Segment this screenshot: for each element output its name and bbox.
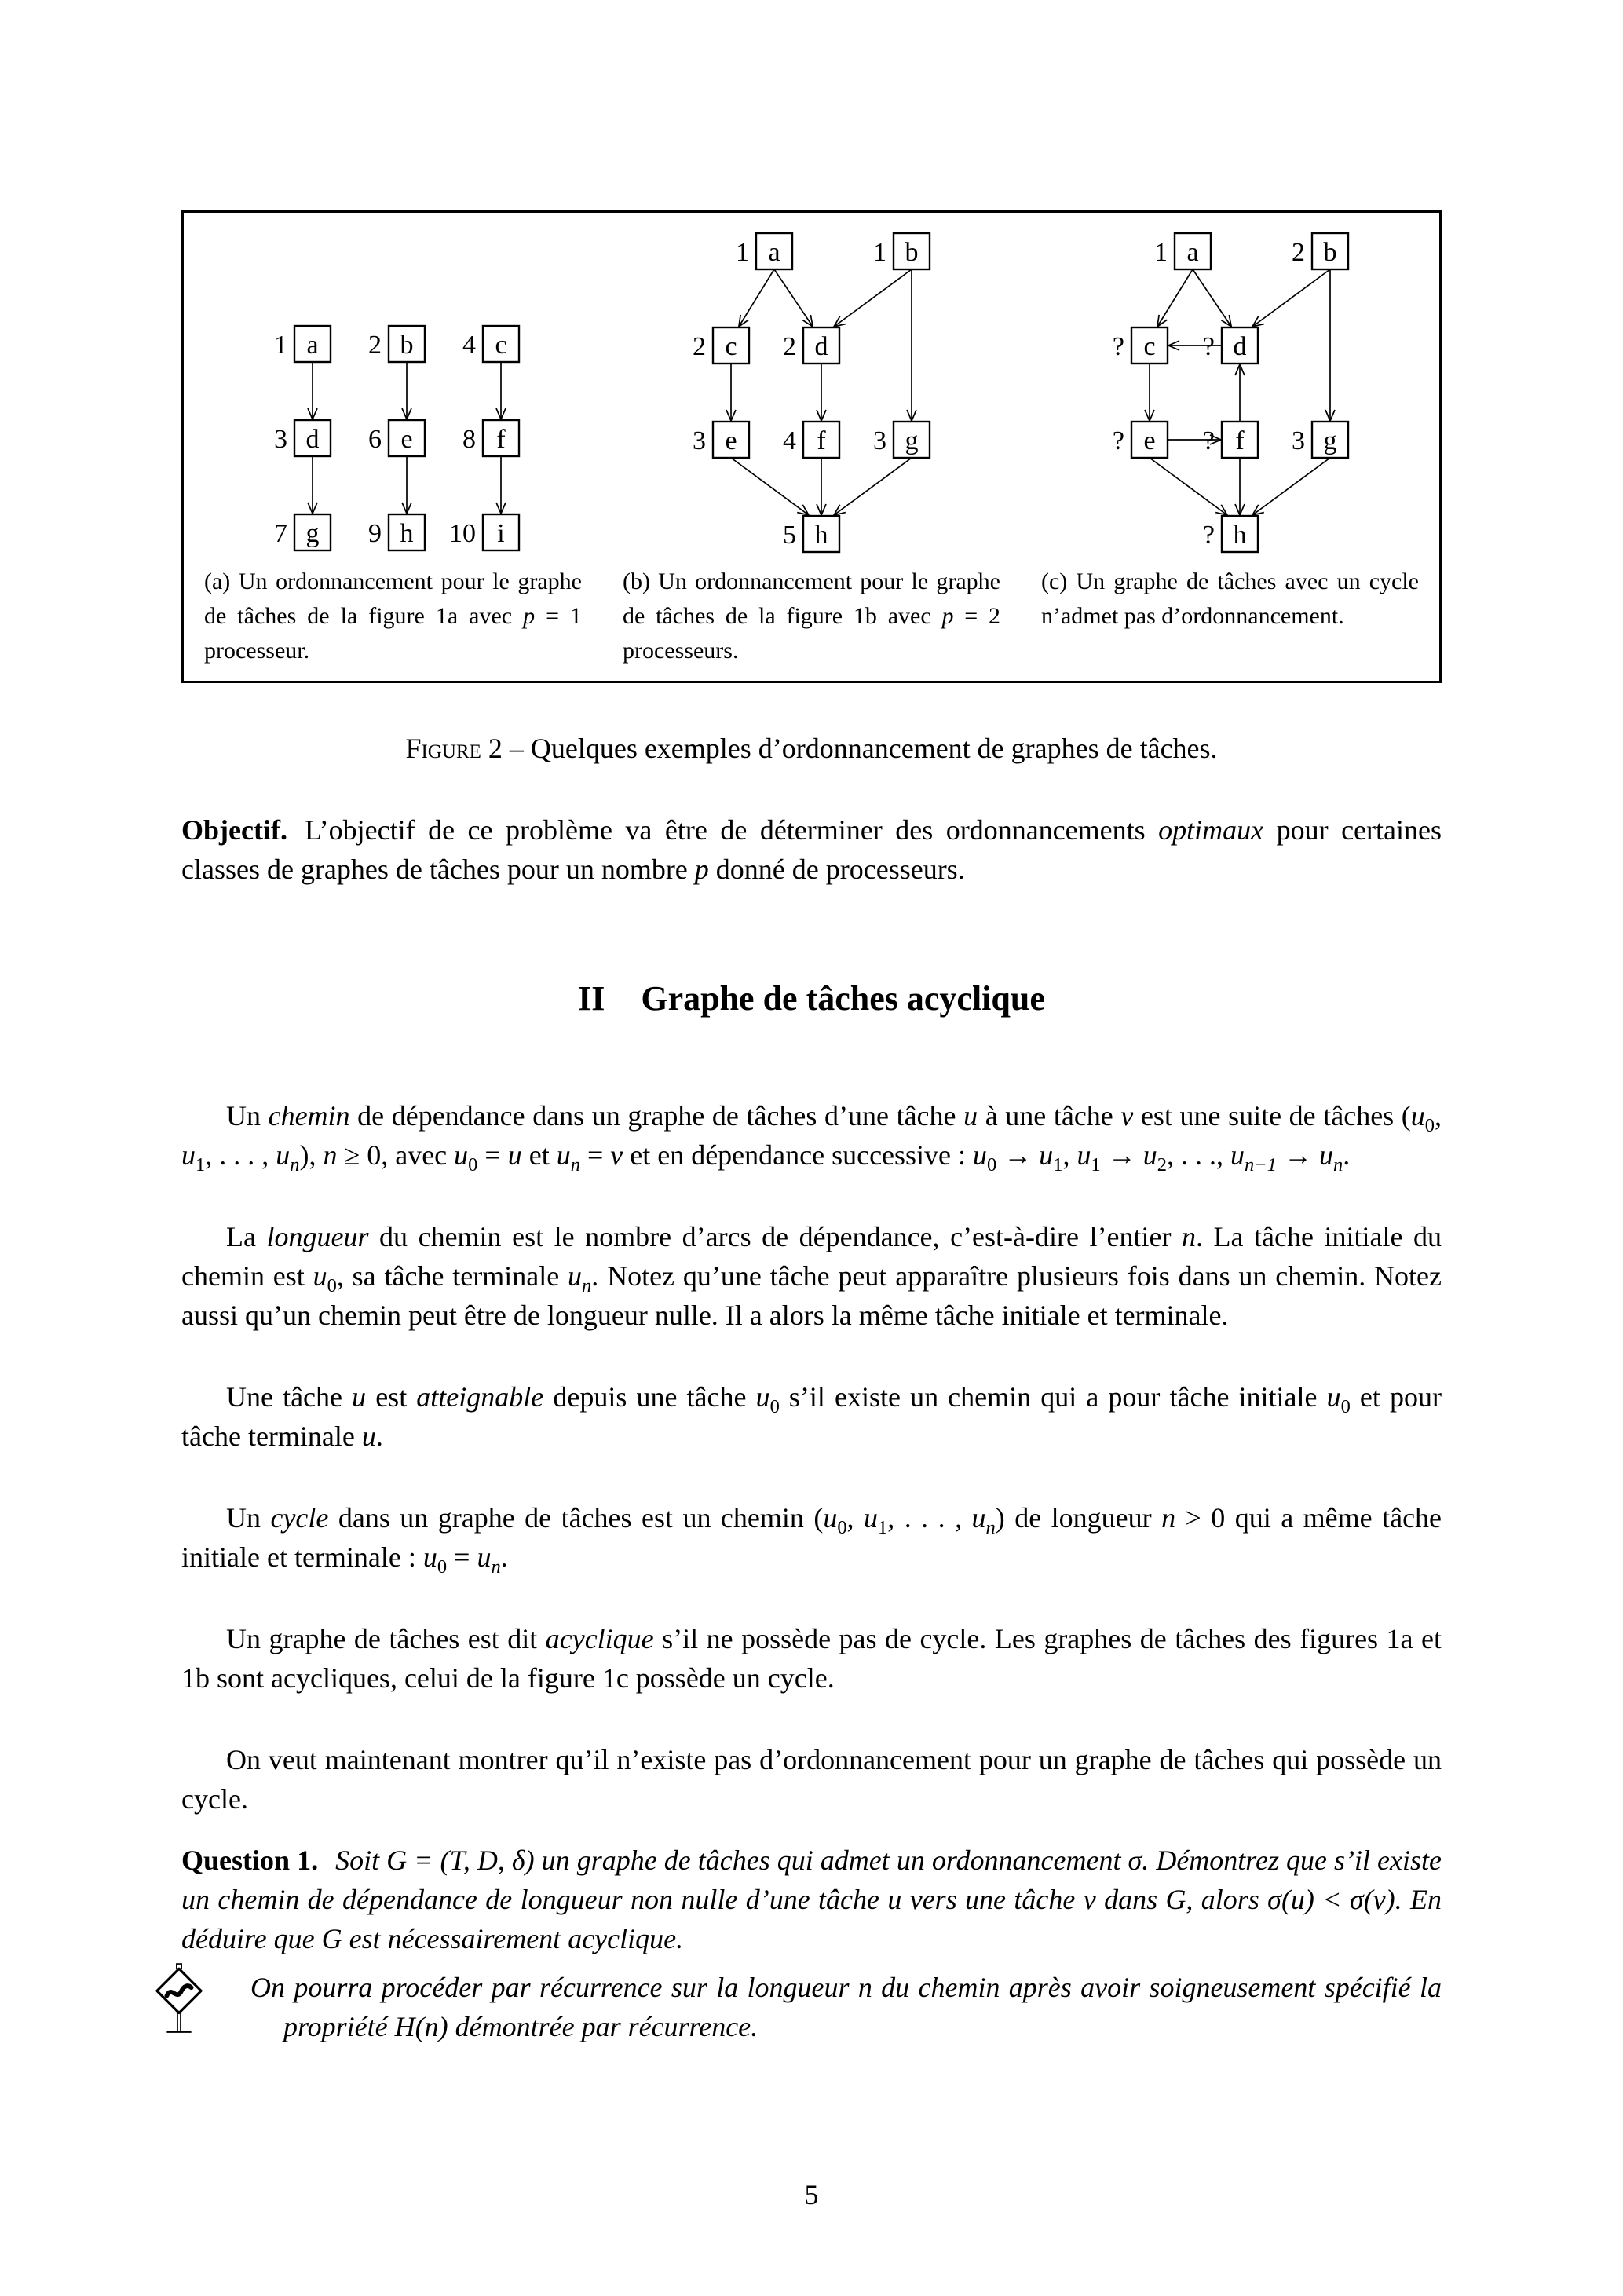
dependency-arrow-a-d	[774, 269, 813, 327]
paragraph-onveut: On veut maintenant montrer qu’il n’existe pas d’ordonnancement pour un graphe de tâches qui possède un cycle.	[181, 1744, 1442, 1815]
task-time-f: 4	[783, 426, 796, 455]
dependency-arrow-a-c	[739, 269, 774, 327]
task-time-a: 1	[1154, 238, 1168, 267]
task-time-h: 9	[368, 519, 382, 548]
dependency-arrow-a-d	[1193, 269, 1231, 327]
subfigure-b	[602, 224, 1021, 668]
task-time-g: 7	[274, 519, 287, 548]
section-number: II	[578, 979, 605, 1018]
dependency-arrow-e-h	[1150, 458, 1227, 515]
task-letter-c: c	[495, 331, 507, 360]
task-letter-b: b	[400, 331, 414, 360]
task-graph-a	[258, 316, 528, 554]
task-time-a: 1	[274, 331, 287, 360]
task-graph-b-area	[684, 224, 939, 554]
task-graph-c	[1102, 224, 1358, 554]
task-letter-a: a	[1186, 238, 1199, 267]
task-letter-d: d	[814, 332, 828, 361]
task-time-a: 1	[736, 238, 749, 267]
task-letter-d: d	[1233, 332, 1247, 361]
task-letter-e: e	[725, 426, 737, 455]
task-letter-h: h	[814, 521, 828, 550]
paragraph-acyclique: Un graphe de tâches est dit acyclique s’il ne possède pas de cycle. Les graphes de tâches des figures 1a et 1b sont acycliques, celui de la figure 1c possède un cycle.	[181, 1623, 1442, 1694]
task-time-c: 2	[693, 332, 706, 361]
subfigure-a-caption: (a) Un ordonnancement pour le graphe de tâches de la figure 1a avec p = 1 processeur.	[204, 569, 582, 664]
task-graph-c-area	[1102, 224, 1358, 554]
figure-caption: Figure 2 – Quelques exemples d’ordonnancement de graphes de tâches.	[405, 733, 1218, 764]
task-letter-g: g	[1323, 426, 1337, 455]
dependency-arrow-g-h	[1252, 458, 1330, 515]
dangerous-bend-icon	[186, 1963, 205, 2052]
task-time-e: 3	[693, 426, 706, 455]
task-time-f: 8	[462, 425, 476, 454]
task-time-i: 10	[449, 519, 476, 548]
task-time-h: 5	[783, 521, 796, 550]
paragraph-cycle: Un cycle dans un graphe de tâches est un chemin ($u_0$, $u_1$, . . . , $u_n$) de longueur n > 0 qui a même tâche initiale et terminale : $u_0 = u_n$.	[181, 1502, 1442, 1578]
subfigure-a	[184, 224, 602, 668]
page-number: 5	[804, 2179, 819, 2210]
task-letter-d: d	[305, 425, 320, 454]
task-letter-h: h	[1233, 521, 1247, 550]
subfigure-b-caption: (b) Un ordonnancement pour le graphe de tâches de la figure 1b avec p = 2 processeurs.	[623, 569, 1000, 664]
task-time-b: 1	[873, 238, 886, 267]
task-time-d: 2	[783, 332, 796, 361]
task-time-g: 3	[1292, 426, 1305, 455]
task-graph-a-area	[258, 224, 528, 554]
paragraph-chemin: Un chemin de dépendance dans un graphe de tâches d’une tâche u à une tâche v est une suite de tâches ($u_0$, $u_1$, . . . , $u_n$), n ≥ 0, avec $u_0 = u$ et $u_n = v$ et en dépendance successive : $u_0 \to u_1$, $u_1 \to u_2$, . . ., $u_{n-1} \to u_n$.	[181, 1100, 1442, 1176]
task-letter-a: a	[306, 331, 319, 360]
task-letter-i: i	[497, 519, 505, 548]
task-letter-g: g	[305, 519, 320, 548]
task-time-b: 2	[368, 331, 382, 360]
subfigure-c-caption: (c) Un graphe de tâches avec un cycle n’admet pas d’ordonnancement.	[1041, 569, 1419, 629]
task-letter-a: a	[768, 238, 780, 267]
figure-2-box	[181, 210, 1442, 683]
task-time-c: 4	[462, 331, 476, 360]
dependency-arrow-a-c	[1157, 269, 1193, 327]
objective-paragraph: Objectif. L’objectif de ce problème va être de déterminer des ordonnancements optimaux pour certaines classes de graphes de tâches pour un nombre p donné de processeurs.	[181, 814, 1442, 885]
task-graph-b	[684, 224, 939, 554]
task-time-d: ?	[1202, 332, 1215, 361]
paragraph-longueur: La longueur du chemin est le nombre d’arcs de dépendance, c’est-à-dire l’entier n. La tâche initiale du chemin est $u_0$, sa tâche terminale $u_n$. Notez qu’une tâche peut apparaître plusieurs fois dans un chemin. Notez aussi qu’un chemin peut être de longueur nulle. Il a alors la même tâche initiale et terminale.	[181, 1221, 1442, 1331]
task-letter-b: b	[1323, 238, 1337, 267]
dependency-arrow-g-h	[834, 458, 912, 515]
subfigure-c	[1021, 224, 1439, 668]
task-letter-c: c	[725, 332, 737, 361]
task-time-h: ?	[1202, 521, 1215, 550]
task-time-b: 2	[1292, 238, 1305, 267]
subfigures-row	[184, 224, 1439, 668]
question-1: Question 1. Soit G = (T, D, δ) un graphe de tâches qui admet un ordonnancement σ. Démontrez que s’il existe un chemin de dépendance de longueur non nulle d’une tâche u vers une tâche v dans G, alors σ(u) < σ(v). En déduire que G est nécessairement acyclique.	[181, 1844, 1442, 1954]
task-letter-g: g	[905, 426, 919, 455]
hint-block	[181, 1968, 1442, 2046]
task-time-g: 3	[873, 426, 886, 455]
task-letter-c: c	[1143, 332, 1156, 361]
task-letter-b: b	[905, 238, 919, 267]
paragraph-atteignable: Une tâche u est atteignable depuis une tâche $u_0$ s’il existe un chemin qui a pour tâche initiale $u_0$ et pour tâche terminale u.	[181, 1381, 1442, 1452]
task-letter-h: h	[400, 519, 414, 548]
task-time-e: ?	[1112, 426, 1124, 455]
task-time-d: 3	[274, 425, 287, 454]
hint-text: On pourra procéder par récurrence sur la longueur n du chemin après avoir soigneusement spécifié la propriété H(n) démontrée par récurrence.	[250, 1972, 1442, 2042]
task-letter-f: f	[817, 426, 826, 455]
task-time-c: ?	[1112, 332, 1124, 361]
section-heading	[181, 977, 1442, 1021]
task-letter-f: f	[496, 425, 506, 454]
task-letter-e: e	[1143, 426, 1156, 455]
task-letter-f: f	[1235, 426, 1245, 455]
task-time-e: 6	[368, 425, 382, 454]
dependency-arrow-e-h	[731, 458, 809, 515]
dependency-arrow-b-d	[1252, 269, 1330, 327]
section-title: Graphe de tâches acyclique	[641, 979, 1045, 1018]
dependency-arrow-b-d	[834, 269, 912, 327]
task-time-f: ?	[1202, 426, 1215, 455]
task-letter-e: e	[400, 425, 413, 454]
